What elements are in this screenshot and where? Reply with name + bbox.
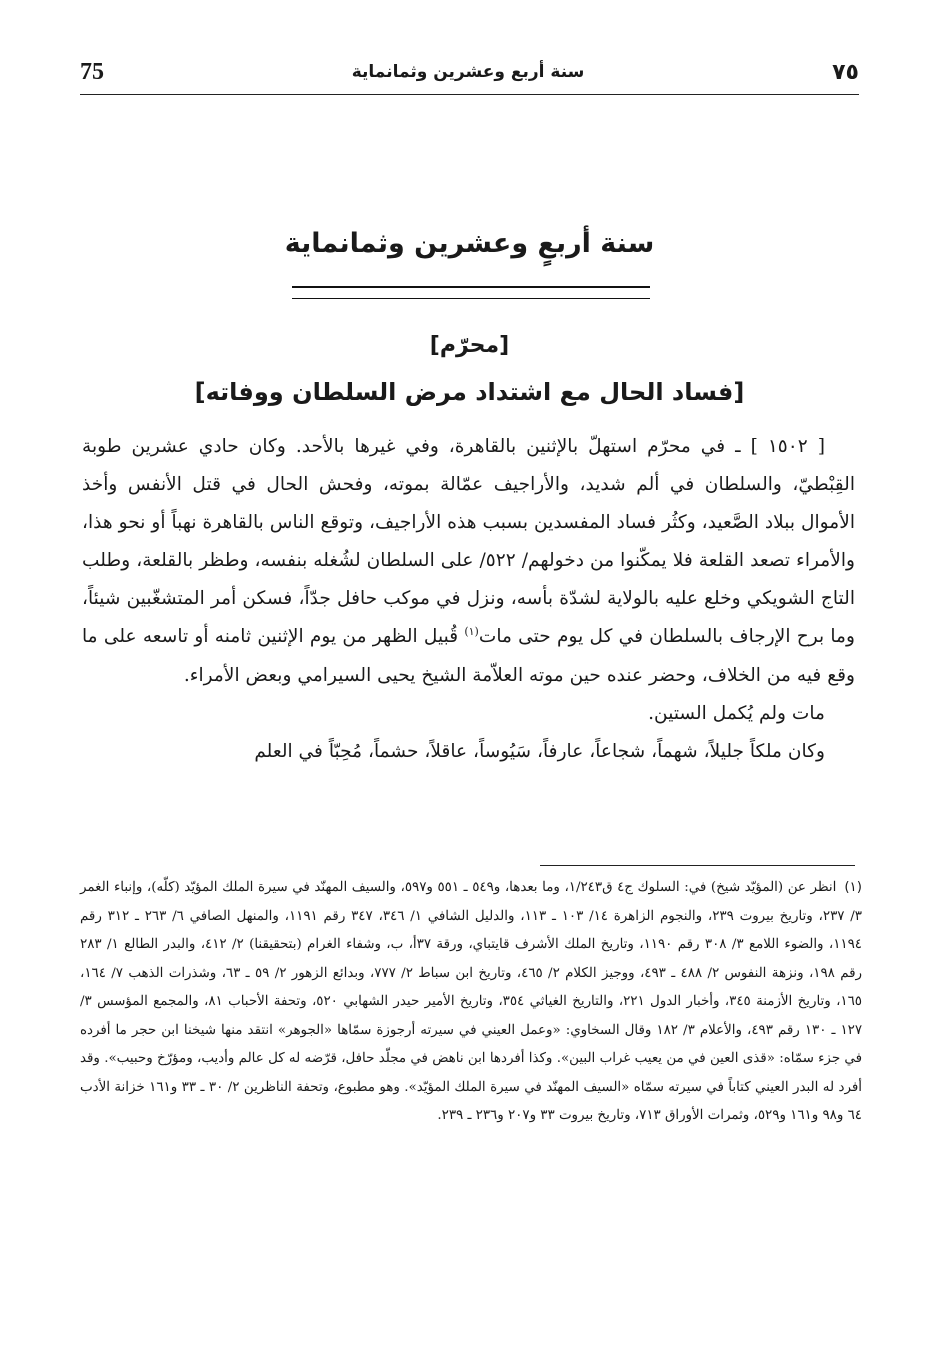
footnote-1 bbox=[80, 874, 862, 1131]
paragraph-1-end: قُبيل الظهر من يوم الإثنين ثامنه أو تاسعه على ما وقع فيه من الخلاف، وحضر عنده حين موته العلاّمة الشيخ يحيى السيرامي وبعض الأمراء. bbox=[82, 626, 855, 686]
footnotes bbox=[80, 874, 862, 1131]
paragraph-1-start: [ ١٥٠٢ ] ـ في محرّم استهلّ بالإثنين بالقاهرة، وفي غيرها بالأحد. وكان حادي عشرين طوبة القِبْطيّ، والسلطان في ألم شديد، والأراجيف عمّالة بموته، وفحش الحال في قتل الأنفس وأخذ الأموال ببلاد الصَّعيد، وكثُر فساد المفسدين بسبب هذه الأراجيف، وتوقع الناس بالقاهرة نهباً أو نحو هذا، والأمراء تصعد القلعة فلا يمكّنوا من دخولهم/ ٥٢٢/ على السلطان لشُغله بنفسه، وطظر بالقلعة، وطلب التاج الشويكي وخلع عليه بالولاية لشدّة بأسه، ونزل في موكب حافل جدّاً، فسكن أمر المتشغّبين شيئاً، وما برح الإرجاف بالسلطان في كل يوم حتى مات bbox=[82, 436, 855, 648]
running-title: سنة أربع وعشرين وثمانماية bbox=[351, 62, 585, 82]
footnote-text: انظر عن (المؤيّد شيخ) في: السلوك ج٤ ق١/٢٤٣، وما بعدها، و٥٤٩ ـ ٥٥١ و٥٩٧، والسيف المهنّد في سيرة الملك المؤيّد (كلّه)، وإنباء الغمر ٣/ ٢٣٧، وتاريخ بيروت ٢٣٩، والنجوم الزاهرة ١٤/ ١٠٣ ـ ١١٣، والدليل الشافي ١/ ٣٤٦، ٣٤٧ رقم ١١٩١، والمنهل الصافي ٦/ ٢٦٣ ـ ٣١٢ رقم ١١٩٤، والضوء اللامع ٣/ ٣٠٨ رقم ١١٩٠، وتاريخ الملك الأشرف قايتباي، ورقة ٣٧أ، ب، وشفاء الغرام (بتحقيقنا) ٢/ ٤١٢، والبدر الطالع ١/ ٢٨٣ رقم ١٩٨، ونزهة النفوس ٢/ ٤٨٨ ـ ٤٩٣، ووجيز الكلام ٢/ ٤٦٥، وتاريخ ابن سباط ٢/ ٧٧٧، وبدائع الزهور ٢/ ٥٩ ـ ٦٣، وشذرات الذهب ٧/ ١٦٤، ١٦٥، وتاريخ الأزمنة ٣٤٥، وأخبار الدول ٢٢١، والتاريخ الغياثي ٣٥٤، وتاريخ الأمير حيدر الشهابي ٥٢٠، وتحفة الأحباب ٨١، والمجمع المؤسس ٣/ ١٢٧ ـ ١٣٠ رقم ٤٩٣، والأعلام ٣/ ١٨٢ وقال السخاوي: «وعمل العيني في سيرته أرجوزة سمّاها «الجوهر» انتقد منها شيخنا ابن حجر ما أفرده في جزء سمّاه: «قذى العين في من يعيب غراب البين». وكذا أفردها ابن ناهض في مجلّد حافل، قرّضه له كل عالم وأديب، ومؤرّخ وحبيب». وقد أفرد له البدر العيني كتاباً في سيرته سمّاه «السيف المهنّد في سيرة الملك المؤيّد». وهو مطبوع، وتحفة الناظرين ٢/ ٣٠ ـ ٣٣ و١٦١ خزانة الأدب ٦٤ و٩٨ و١٦١ و٥٢٩، وثمرات الأوراق ٧١٣، وتاريخ بيروت ٣٣ و٢٠٧ و٢٣٦ ـ ٢٣٩. bbox=[80, 880, 863, 1123]
title-double-rule bbox=[292, 286, 650, 299]
paragraph-2: مات ولم يُكمل الستين. bbox=[648, 702, 825, 724]
section-heading: [فساد الحال مع اشتداد مرض السلطان ووفاته] bbox=[194, 378, 745, 406]
footnote-marker: (١) bbox=[844, 880, 862, 895]
footnote-reference[interactable]: (١) bbox=[464, 625, 479, 639]
page-number-arabic: ٧٥ bbox=[832, 59, 859, 85]
body-text bbox=[82, 428, 855, 771]
chapter-title: سنة أربعٍ وعشرين وثمانماية bbox=[284, 228, 655, 259]
paragraph-3: وكان ملكاً جليلاً، شهماً، شجاعاً، عارفاً، سَيُوساً، عاقلاً، حشماً، مُحِبّاً في العلم bbox=[254, 740, 825, 762]
header-rule bbox=[80, 94, 859, 95]
running-header bbox=[80, 52, 859, 92]
footnote-rule bbox=[540, 865, 855, 866]
section-month: [محرّم] bbox=[429, 333, 510, 358]
page-number-latin: 75 bbox=[80, 58, 104, 85]
paragraph-1 bbox=[82, 428, 855, 695]
